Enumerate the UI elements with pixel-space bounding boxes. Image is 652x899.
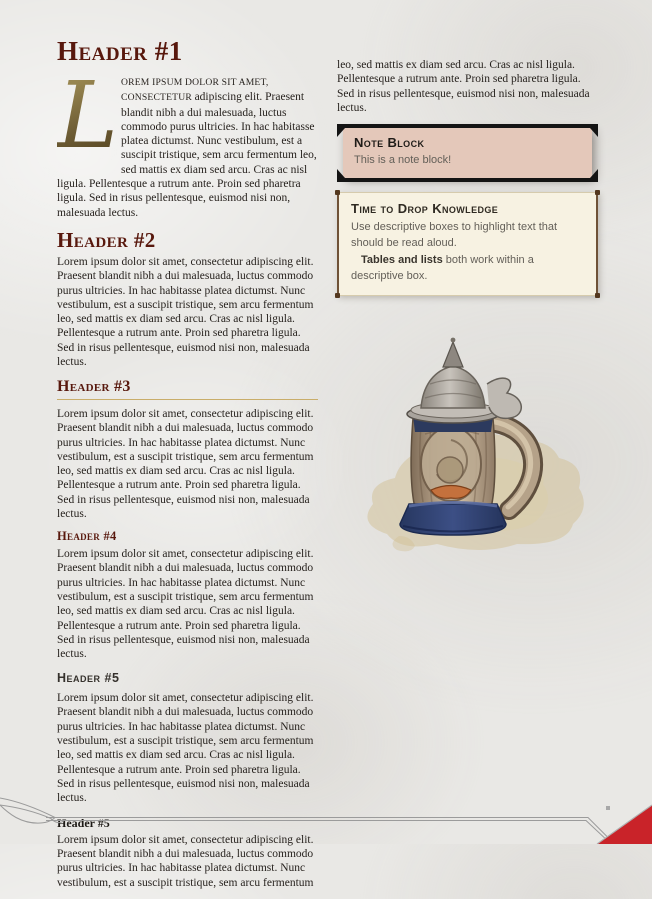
section-header-2 bbox=[57, 227, 318, 369]
paragraph bbox=[57, 62, 318, 220]
note-title: Note Block bbox=[354, 135, 425, 151]
paragraph: Lorem ipsum dolor sit amet, consectetur adipiscing elit. Praesent blandit nibh a dui malesuada, luctus commodo purus ultricies. In hac habitasse platea dictumst. Nunc vestibulum, est a suscipit tristique, sem arcu fermentum leo, sed mattis ex diam sed arcu. Cras ac nisl ligula. Pellentesque a rutrum ante. Proin sed pharetra ligula. Sed in risus pellentesque, euismod nisi non, malesuada lectus. bbox=[57, 255, 314, 369]
footer-flourish-icon bbox=[0, 798, 55, 818]
corner-dot bbox=[595, 293, 600, 298]
left-column bbox=[57, 34, 318, 899]
stein-foot bbox=[400, 502, 506, 535]
footer-rule-lines bbox=[0, 798, 614, 843]
beer-stein-svg bbox=[339, 322, 595, 560]
stein-thumblift bbox=[487, 378, 521, 418]
note-border-top bbox=[337, 124, 598, 128]
section-header-5 bbox=[57, 672, 318, 805]
page-title: Header #1 bbox=[57, 36, 183, 66]
stein-lid bbox=[407, 337, 499, 422]
paragraph: Lorem ipsum dolor sit amet, consectetur adipiscing elit. Praesent blandit nibh a dui malesuada, luctus commodo purus ultricies. In hac habitasse platea dictumst. Nunc vestibulum, est a suscipit tristique, sem arcu fermentum leo, sed mattis ex diam sed arcu. Cras ac nisl ligula. Pellentesque a rutrum ante. Proin sed pharetra ligula. Sed in risus pellentesque, euismod nisi non, malesuada lectus. bbox=[57, 548, 314, 661]
section-header-3 bbox=[57, 378, 318, 521]
section-title: Header #2 bbox=[57, 227, 156, 252]
drop-cap: L bbox=[57, 77, 113, 173]
note-border-bottom bbox=[337, 178, 598, 182]
note-body bbox=[343, 128, 592, 178]
column-overflow-paragraph: leo, sed mattis ex diam sed arcu. Cras ac nisl ligula. Pellentesque a rutrum ante. Proin sed pharetra ligula. Sed in risus pellentesque, euismod nisi non, malesuada lectus. bbox=[337, 59, 590, 114]
bold-inline-text: Tables and lists bbox=[361, 253, 443, 266]
descriptive-box-text: Use descriptive boxes to highlight text that should be read aloud. bbox=[351, 220, 558, 250]
paragraph: Lorem ipsum dolor sit amet, consectetur adipiscing elit. Praesent blandit nibh a dui malesuada, luctus commodo purus ultricies. In hac habitasse platea dictumst. Nunc vestibulum, est a suscipit tristique, sem arcu fermentum leo, sed mattis ex diam sed arcu. Cras ac nisl ligula. Pellentesque a rutrum ante. Proin sed pharetra ligula. Sed in risus pellentesque, euismod nisi non, malesuada lectus. bbox=[57, 407, 314, 521]
descriptive-box-title: Time to Drop Knowledge bbox=[351, 200, 499, 216]
corner-dot bbox=[335, 190, 340, 195]
section-title: Header #4 bbox=[57, 529, 117, 544]
right-column bbox=[337, 58, 598, 565]
note-text: This is a note block! bbox=[354, 154, 452, 167]
stein-emblem bbox=[431, 485, 471, 498]
lead-small-caps: OREM IPSUM DOLOR SIT AMET, CONSECTETUR bbox=[121, 77, 269, 104]
note-block bbox=[337, 124, 598, 182]
section-title-underlined: Header #3 bbox=[57, 378, 318, 400]
corner-dot bbox=[595, 190, 600, 195]
footer-square-dot bbox=[606, 806, 610, 810]
section-header-1 bbox=[57, 38, 318, 220]
beer-stein-illustration bbox=[339, 322, 595, 565]
section-title-sans: Header #5 bbox=[57, 671, 120, 686]
paragraph: Lorem ipsum dolor sit amet, consectetur adipiscing elit. Praesent blandit nibh a dui malesuada, luctus commodo purus ultricies. In hac habitasse platea dictumst. Nunc vestibulum, est a suscipit tristique, sem arcu fermentum leo, sed mattis ex diam sed arcu. Cras ac nisl ligula. Pellentesque a rutrum ante. Proin sed pharetra ligula. Sed in risus pellentesque, euismod nisi non, malesuada lectus. bbox=[57, 692, 314, 805]
paragraph-text: adipiscing elit. Praesent blandit nibh a dui malesuada, luctus commodo purus ultricies. In hac habitasse platea dictumst. Nunc vestibulum, est a suscipit tristique, sem arcu fermentum leo, sed mattis ex diam sed arcu. Cras ac nisl ligula. Pellentesque a rutrum ante. Proin sed pharetra ligula. Sed in risus pellentesque, euismod nisi non, malesuada lectus. bbox=[57, 91, 317, 219]
section-header-4 bbox=[57, 530, 318, 661]
section-title-bold: Header #5 bbox=[57, 815, 110, 830]
footer-decoration bbox=[0, 796, 652, 844]
descriptive-box-text-2: Tables and lists both work within a descriptive box. bbox=[351, 253, 534, 283]
descriptive-box bbox=[337, 192, 598, 296]
paragraph-truncated: Lorem ipsum dolor sit amet, consectetur adipiscing elit. Praesent blandit nibh a dui malesuada, luctus commodo purus ultricies. In hac habitasse platea dictumst. Nunc vestibulum, est a suscipit tristique, sem arcu fermentum bbox=[57, 833, 314, 889]
corner-dot bbox=[335, 293, 340, 298]
